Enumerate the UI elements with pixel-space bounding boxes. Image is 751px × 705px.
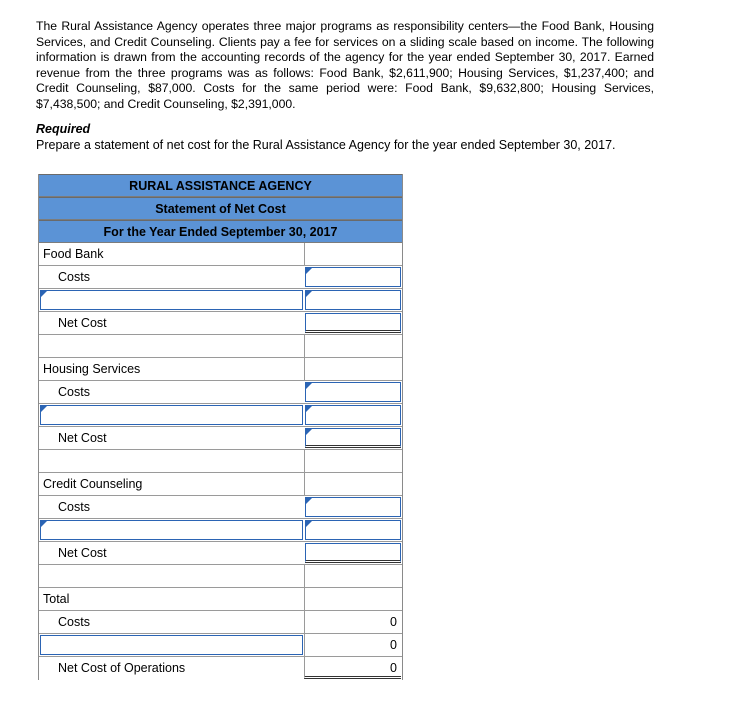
table-row — [39, 657, 402, 680]
housing-costs-input[interactable] — [305, 382, 401, 402]
food-bank-costs-input[interactable] — [305, 267, 401, 287]
statement-period: For the Year Ended September 30, 2017 — [39, 220, 402, 243]
total-costs-label: Costs — [58, 615, 90, 629]
total-line-select[interactable] — [40, 635, 303, 655]
credit-heading: Credit Counseling — [43, 477, 143, 491]
required-text: Prepare a statement of net cost for the Rural Assistance Agency for the year ended September 30, 2017. — [36, 138, 616, 152]
table-row — [39, 289, 402, 312]
food-bank-costs-label: Costs — [58, 270, 90, 284]
table-row — [39, 381, 402, 404]
table-row — [39, 542, 402, 565]
amount-cell — [304, 335, 401, 357]
statement-of-net-cost-table — [38, 174, 403, 680]
table-row — [39, 404, 402, 427]
housing-line-select[interactable] — [40, 405, 303, 425]
blank-cell — [39, 335, 304, 357]
table-row — [39, 312, 402, 335]
net-cost-of-operations-value: 0 — [304, 657, 401, 679]
table-row — [39, 588, 402, 611]
housing-line-amount-input[interactable] — [305, 405, 401, 425]
food-bank-line-select[interactable] — [40, 290, 303, 310]
table-row — [39, 473, 402, 496]
required-heading: Required — [36, 122, 91, 136]
amount-cell — [304, 358, 401, 380]
credit-costs-input[interactable] — [305, 497, 401, 517]
amount-cell — [304, 588, 401, 610]
problem-text: The Rural Assistance Agency operates three major programs as responsibility centers—the Food Bank, Housing Services, and Credit Counseling. Clients pay a fee for services on a sliding scale based on income. The following information is drawn from the accounting records of the agency for the year ended September 30, 2017. Earned revenue from the three programs was as follows: Food Bank, $2,611,900; Housing Services, $1,237,400; and Credit Counseling, $87,000. Costs for the same period were: Food Bank, $9,632,800; Housing Services, $7,438,500; and Credit Counseling, $2,391,000. — [36, 19, 654, 111]
table-row — [39, 450, 402, 473]
table-row — [39, 266, 402, 289]
food-bank-net-cost-label: Net Cost — [58, 316, 107, 330]
credit-costs-label: Costs — [58, 500, 90, 514]
table-row — [39, 565, 402, 588]
housing-costs-label: Costs — [58, 385, 90, 399]
total-line-value: 0 — [304, 634, 401, 656]
table-row — [39, 634, 402, 657]
table-row — [39, 611, 402, 634]
blank-cell — [39, 450, 304, 472]
statement-title: RURAL ASSISTANCE AGENCY — [39, 174, 402, 197]
blank-cell — [39, 565, 304, 587]
net-cost-of-operations-label: Net Cost of Operations — [58, 661, 186, 675]
food-bank-line-amount-input[interactable] — [305, 290, 401, 310]
credit-line-select[interactable] — [40, 520, 303, 540]
table-row — [39, 358, 402, 381]
statement-subtitle: Statement of Net Cost — [39, 197, 402, 220]
amount-cell — [304, 473, 401, 495]
table-row — [39, 496, 402, 519]
table-row — [39, 427, 402, 450]
food-bank-heading: Food Bank — [43, 247, 104, 261]
amount-cell — [304, 565, 401, 587]
total-costs-value: 0 — [304, 611, 401, 633]
credit-line-amount-input[interactable] — [305, 520, 401, 540]
food-bank-net-cost-input[interactable] — [305, 313, 401, 333]
table-row — [39, 519, 402, 542]
credit-net-cost-input[interactable] — [305, 543, 401, 563]
housing-net-cost-label: Net Cost — [58, 431, 107, 445]
table-row — [39, 335, 402, 358]
amount-cell — [304, 450, 401, 472]
amount-cell — [304, 243, 401, 265]
total-heading: Total — [43, 592, 70, 606]
housing-net-cost-input[interactable] — [305, 428, 401, 448]
housing-heading: Housing Services — [43, 362, 141, 376]
credit-net-cost-label: Net Cost — [58, 546, 107, 560]
table-row — [39, 243, 402, 266]
